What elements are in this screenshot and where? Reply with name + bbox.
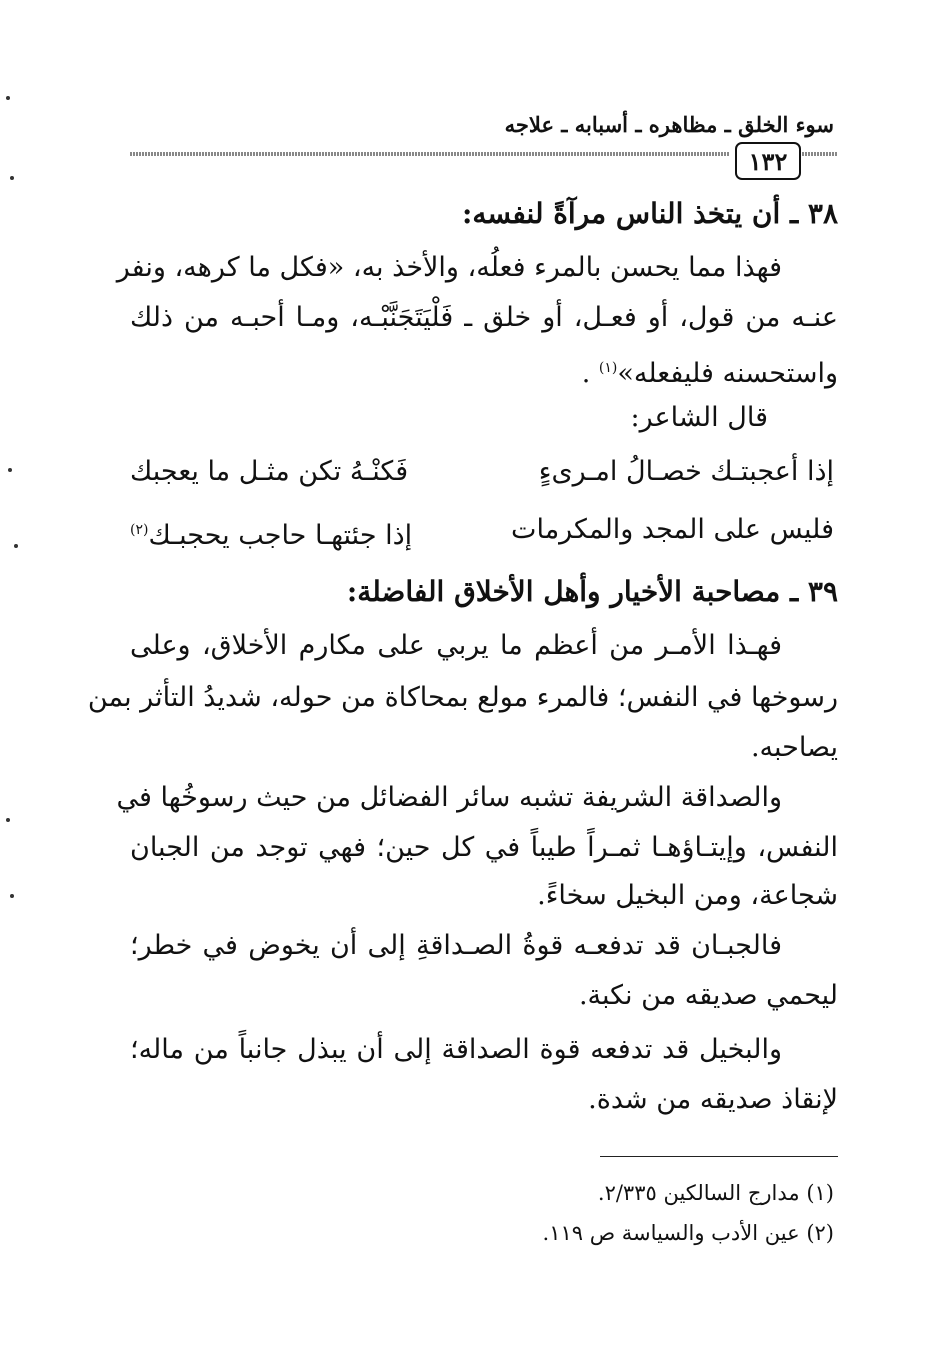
paragraph-line: والصداقة الشريفة تشبه سائر الفضائل من حيث رسوخُها في <box>116 782 782 813</box>
scan-speck <box>10 176 14 180</box>
footnote-1 <box>598 1178 834 1208</box>
paragraph-line: النفس، وإيتـاؤهـا ثمـراً طيباً في كل حين؛ فهي توجد من الجبان <box>130 832 838 863</box>
scan-speck <box>8 468 12 472</box>
verse-text: إذا جئتهـا حاجب يحجبـك <box>148 520 413 551</box>
scan-speck <box>6 818 10 822</box>
section-38-heading: ٣٨ ـ أن يتخذ الناس مرآةً لنفسه: <box>462 197 838 230</box>
footnote-text: مدارج السالكين ٢/٣٣٥. <box>597 1181 800 1205</box>
verse-1-second-hemistich: فَكنْـهُ تكن مثـل ما يعجبك <box>130 456 409 487</box>
paragraph-line: رسوخها في النفس؛ فالمرء مولع بمحاكاة من حوله، شديدُ التأثر بمن <box>87 682 838 713</box>
paragraph-line: لإنقاذ صديقه من شدة. <box>588 1084 838 1115</box>
paragraph-line: والبخيل قد تدفعه قوة الصداقة إلى أن يبذل جانباً من ماله؛ <box>130 1034 782 1065</box>
scan-speck <box>10 894 14 898</box>
footnote-number: (١) <box>806 1181 834 1205</box>
paragraph-line: فالجبـان قد تدفعـه قوةُ الصـداقةِ إلى أن يخوض في خطر؛ <box>130 930 782 961</box>
verse-1-first-hemistich: إذا أعجبتـك خصـالُ امـرىءٍ <box>538 456 834 487</box>
scan-speck <box>6 96 10 100</box>
paragraph-line: ليحمي صديقه من نكبة. <box>578 980 838 1011</box>
page-number: ١٣٢ <box>735 142 801 180</box>
footnote-2 <box>543 1218 834 1248</box>
scan-speck <box>14 544 18 548</box>
running-title: سوء الخلق ـ مظاهره ـ أسبابه ـ علاجه <box>504 112 834 137</box>
footnote-separator <box>600 1156 838 1157</box>
verse-2-first-hemistich: فليس على المجد والمكرمات <box>511 514 834 545</box>
main-text-continued <box>87 0 838 1356</box>
footnote-marker: (١) <box>598 360 618 376</box>
paragraph-text: واستحسنه فليفعله» <box>617 358 838 389</box>
paragraph-text: . <box>581 358 599 389</box>
section-39-heading: ٣٩ ـ مصاحبة الأخيار وأهل الأخلاق الفاضلة: <box>346 575 838 608</box>
footnote-marker: (٢) <box>130 522 149 538</box>
footnote-text: عين الأدب والسياسة ص ١١٩. <box>542 1221 800 1245</box>
footnote-number: (٢) <box>806 1221 834 1245</box>
paragraph-line: فهذا مما يحسن بالمرء فعلُه، والأخذ به، «فكل ما كرهه، ونفر <box>116 252 782 283</box>
poet-intro: قال الشاعر: <box>630 402 768 433</box>
paragraph-line: شجاعة، ومن البخيل سخاءً. <box>537 880 838 911</box>
paragraph-line: فهـذا الأمـر من أعظم ما يربي على مكارم الأخلاق، وعلى <box>130 630 782 661</box>
paragraph-line: يصاحبه. <box>750 732 838 763</box>
paragraph-line: عنـه من قول، أو فعـل، أو خلق ـ فَلْيَتَجَنَّبْـه، ومـا أحبـه من ذلك <box>130 302 838 333</box>
